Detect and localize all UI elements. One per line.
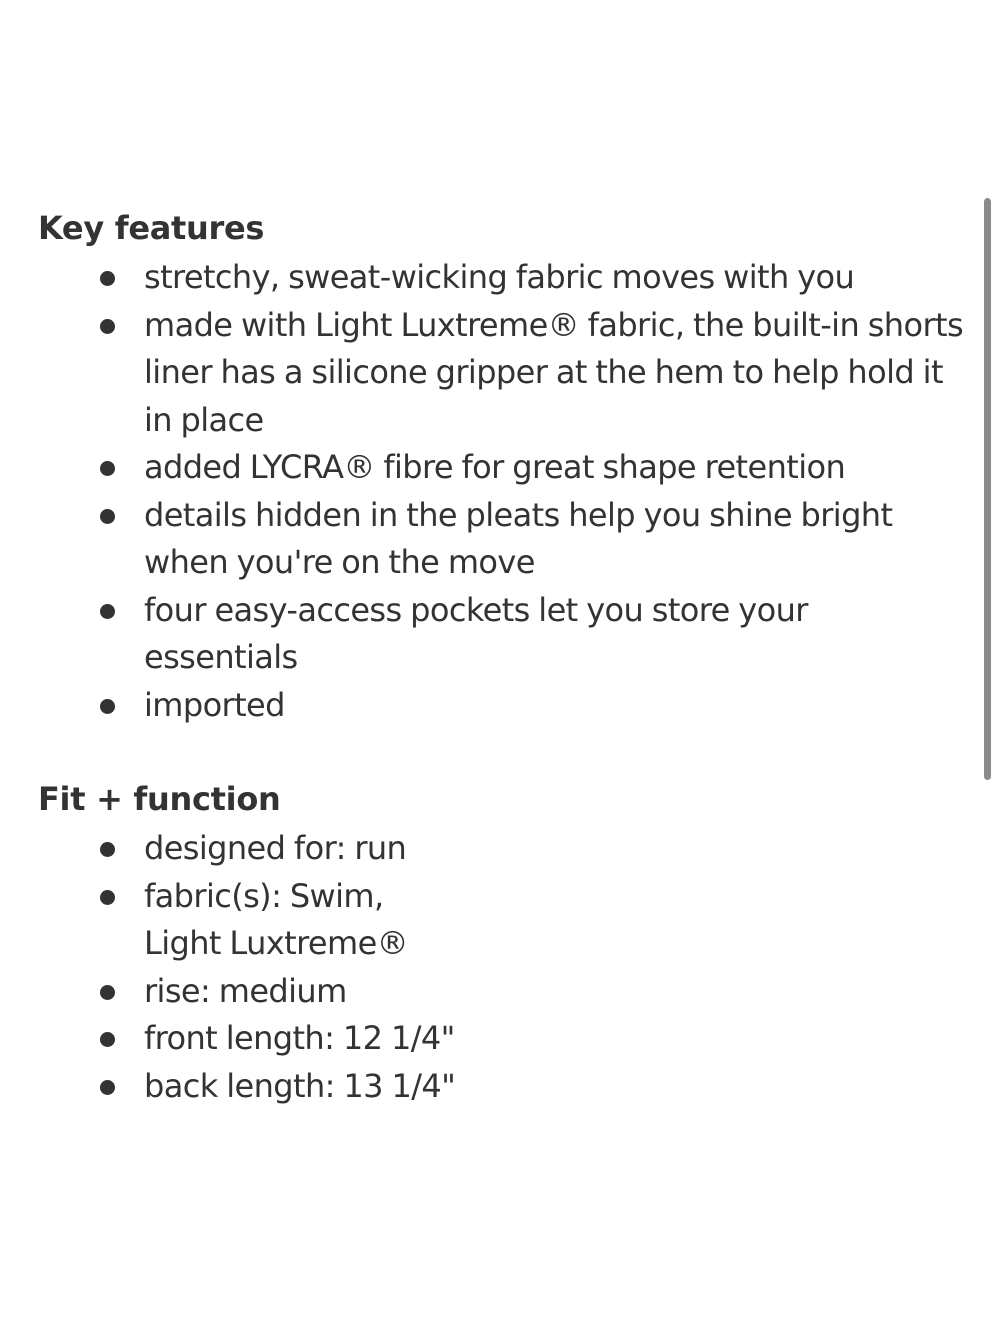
- key-features-section: [38, 206, 968, 729]
- vertical-scrollbar[interactable]: [984, 198, 991, 780]
- fit-function-list: [38, 825, 968, 1110]
- fit-function-section: [38, 777, 968, 1110]
- list-item-text: front length: 12 1/4": [144, 1019, 455, 1057]
- list-item: [144, 825, 968, 873]
- list-item: details hidden in the pleats help you shine bright when you're on the move: [144, 492, 968, 587]
- list-item: stretchy, sweat-wicking fabric moves with you: [144, 254, 968, 302]
- key-features-title: Key features: [38, 209, 265, 247]
- list-item: made with Light Luxtreme® fabric, the built-in shorts liner has a silicone gripper at the hem to help hold it in place: [144, 302, 968, 445]
- list-item: [144, 1015, 968, 1063]
- list-item-text-continued: Light Luxtreme®: [144, 924, 409, 962]
- list-item: added LYCRA® fibre for great shape retention: [144, 444, 968, 492]
- list-item-text: rise: medium: [144, 971, 347, 1010]
- list-item-text: designed for: run: [144, 829, 407, 867]
- list-item-text: fabric(s): Swim,: [144, 876, 384, 915]
- key-features-list: [38, 254, 968, 729]
- list-item: imported: [144, 682, 968, 730]
- list-item: [144, 873, 968, 968]
- fit-function-title: Fit + function: [38, 780, 281, 818]
- list-item: four easy-access pockets let you store your essentials: [144, 587, 968, 682]
- product-details: [38, 206, 968, 1158]
- list-item-text: back length: 13 1/4": [144, 1066, 456, 1105]
- list-item: [144, 1063, 968, 1111]
- list-item: [144, 968, 968, 1016]
